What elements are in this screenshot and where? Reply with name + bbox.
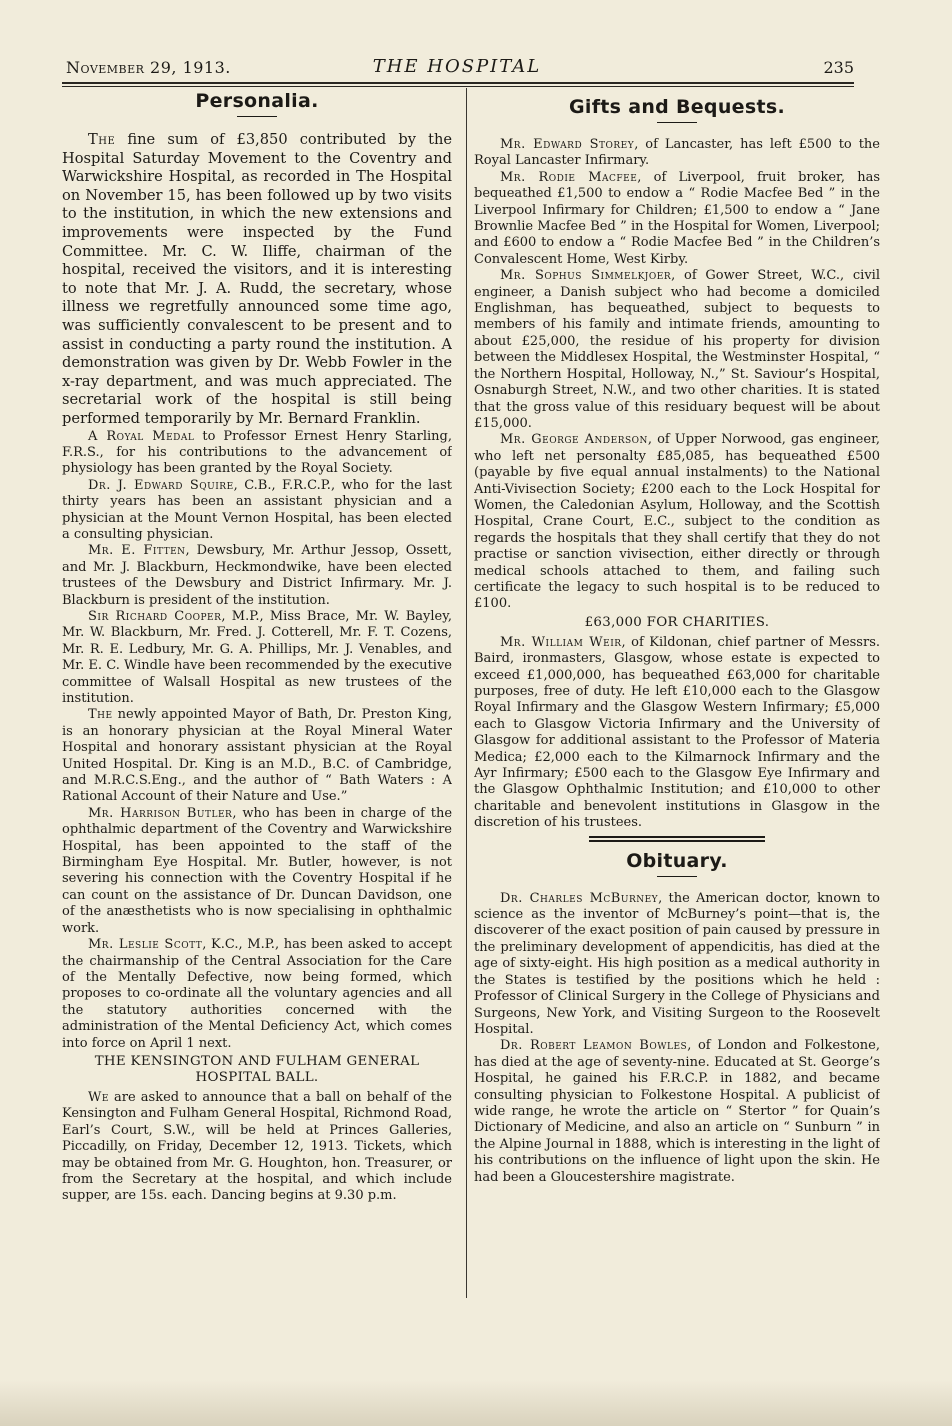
paragraph-text: are asked to announce that a ball on behalf of the Kensington and Fulham General Hospital, Richmond Road, Earl’s Court, S.W., will be held at Princes Galleries, Piccadilly, on Friday, December 12, 1913. Tickets, which may be obtained from Mr. G. Houghton, hon. Treasurer, or from the Secretary at the hospital, and which include supper, are 15s. each. Dancing begins at 9.30 p.m. — [62, 1089, 452, 1204]
right-column — [474, 96, 880, 1306]
paragraph-macfee — [474, 170, 880, 268]
header-title: THE HOSPITAL — [372, 56, 542, 77]
paragraph-fitten — [62, 543, 452, 609]
paragraph-royal-medal — [62, 429, 452, 478]
paragraph-simmelkjoer — [474, 268, 880, 432]
paragraph-initial: A Royal Medal — [88, 428, 195, 444]
paragraph-initial: Mr. Harrison Butler — [88, 805, 233, 821]
heading-rule — [237, 116, 277, 117]
column-divider — [466, 88, 467, 1298]
paragraph-mayor-bath — [62, 707, 452, 805]
paragraph-initial: Mr. Edward Storey — [500, 137, 635, 152]
paragraph-text: , Dewsbury, Mr. Arthur Jessop, Ossett, and Mr. J. Blackburn, Heckmondwike, have been elected trustees of the Dewsbury and District Infirmary. Mr. J. Blackburn is president of the institution. — [62, 543, 452, 608]
left-column — [62, 90, 452, 1305]
paragraph-text: , of Lancaster, has left £500 to the Royal Lancaster Infirmary. — [474, 137, 880, 169]
paragraph-initial: Mr. Rodie Macfee — [500, 169, 638, 185]
paragraph-initial: Mr. George Anderson — [500, 432, 648, 448]
paragraph-text: , who has been in charge of the ophthalmic department of the Coventry and Warwickshire Hospital, has been appointed to the staff of the Birmingham Eye Hospital. Mr. Butler, however, is not severing his connection with the Coventry Hospital if he can count on the assistance of Dr. Duncan Davidson, one of the anæsthetists who is now specialising in ophthalmic work. — [62, 805, 452, 936]
paragraph-scott — [62, 937, 452, 1052]
paragraph-anderson — [474, 432, 880, 612]
paragraph-cooper — [62, 609, 452, 707]
header-page-number: 235 — [823, 58, 854, 77]
page-header — [62, 56, 852, 80]
lead-paragraph — [62, 131, 452, 429]
paragraph-text: fine sum of £3,850 contributed by the Hospital Saturday Movement to the Coventry and Warwickshire Hospital, as recorded in The Hospital on November 15, has been followed up by two visits to the institution, in which the new extensions and improvements were inspected by the Fund Committee. Mr. C. W. Iliffe, chairman of the hospital, received the visitors, and it is interesting to note that Mr. J. A. Rudd, the secretary, whose illness we regretfully announced some time ago, was sufficiently convalescent to be present and to assist in conducting a party round the institution. A demonstration was given by Dr. Webb Fowler in the x-ray department, and was much appreciated. The secretarial work of the hospital is still being performed temporarily by Mr. Bernard Franklin. — [62, 131, 452, 427]
paragraph-text: newly appointed Mayor of Bath, Dr. Preston King, is an honorary physician at the Royal Mineral Water Hospital and honorary assistant physician at the Royal United Hospital. Dr. King is an M.D., B.C. of Cambridge, and M.R.C.S.Eng., and the author of “ Bath Waters : A Rational Account of their Nature and Use.” — [62, 707, 452, 805]
paragraph-initial: The — [88, 131, 116, 148]
paragraph-initial: Mr. Leslie Scott — [88, 937, 203, 953]
paragraph-initial: Mr. Sophus Simmelkjoer — [500, 268, 672, 284]
paragraph-storey — [474, 137, 880, 170]
paragraph-text: , K.C., M.P., has been asked to accept the chairmanship of the Central Association for the Care of the Mentally Defective, now being formed, which proposes to co-ordinate all the voluntary agencies and all the statutory authorities concerned with the administration of the Mental Deficiency Act, which comes into force on April 1 next. — [62, 937, 452, 1051]
paragraph-weir — [474, 635, 880, 832]
subheading-charities: £63,000 FOR CHARITIES. — [584, 614, 770, 630]
section-heading-personalia: Personalia. — [195, 90, 319, 112]
heading-rule — [657, 876, 697, 877]
paragraph-initial: Sir Richard Cooper — [88, 608, 222, 624]
obituary-rules — [589, 836, 765, 842]
paragraph-text: , of London and Folkestone, has died at the age of seventy-nine. Educated at St. George’s Hospital, he gained his F.R.C.P. in 1882, and became consulting physician to Folkestone Hospital. A publicist of wide range, he wrote the article on “ Stertor ” for Quain’s Dictionary of Medicine, and also an article on “ Sunburn ” in the Alpine Journal in 1888, which is interesting in the light of his contributions on the influence of light upon the skin. He had been a Gloucestershire magistrate. — [474, 1038, 880, 1185]
paragraph-text: , C.B., F.R.C.P., who for the last thirty years has been an assistant physician and a physician at the Mount Vernon Hospital, has been elected a consulting physician. — [62, 477, 452, 542]
paragraph-text: , the American doctor, known to science as the inventor of McBurney’s point—that is, the discoverer of the exact position of pain caused by pressure in the preliminary development of appendicitis, has died at the age of sixty-eight. His high position as a medical authority in the States is testified by the positions which he held : Professor of Clinical Surgery in the College of Physicians and Surgeons, New York, and Visiting Surgeon to the Roosevelt Hospital. — [474, 890, 880, 1037]
paragraph-initial: Dr. Robert Leamon Bowles — [500, 1038, 688, 1054]
paragraph-initial: The — [88, 707, 113, 723]
paragraph-text: , of Upper Norwood, gas engineer, who left net personalty £85,085, has bequeathed £500 (payable by five equal annual instalments) to the National Anti-Vivisection Society; £200 each to the Lock Hospital for Women, the Caledonian Asylum, Holloway, and the Scottish Hospital, Crane Court, E.C., subject to the condition as regards the hospitals that they shall certify that they do not practise or sanction vivisection, either directly or through medical schools attached to them, and failing such certificate the legacy to such hospital is to be reduced to £100. — [474, 432, 880, 612]
paragraph-initial: Mr. E. Fitten — [88, 543, 186, 559]
paragraph-butler — [62, 806, 452, 937]
paragraph-text: , M.P., Miss Brace, Mr. W. Bayley, Mr. W. Blackburn, Mr. Fred. J. Cotterell, Mr. F. T. Cozens, Mr. R. E. Ledbury, Mr. G. A. Phillips, Mr. J. Venables, and Mr. E. C. Windle have been recommended by the executive committee of Walsall Hospital as new trustees of the institution. — [62, 608, 452, 706]
header-date: November 29, 1913. — [66, 58, 231, 77]
header-rule-thin — [62, 86, 854, 87]
section-heading-obituary: Obituary. — [626, 849, 728, 872]
paragraph-text: , of Liverpool, fruit broker, has bequeathed £1,500 to endow a “ Rodie Macfee Bed ” in the Liverpool Infirmary for Children; £1,500 to endow a “ Jane Brownlie Macfee Bed ” in the Hospital for Women, Liverpool; and £600 to endow a “ Rodie Macfee Bed ” in the Children’s Convalescent Home, West Kirby. — [474, 169, 880, 267]
section-heading-gifts: Gifts and Bequests. — [569, 96, 785, 118]
paragraph-initial: We — [88, 1089, 109, 1105]
paragraph-initial: Dr. Charles McBurney — [500, 890, 659, 906]
paragraph-ball — [62, 1090, 452, 1205]
paragraph-squire — [62, 478, 452, 544]
paragraph-initial: Dr. J. Edward Squire — [88, 477, 234, 493]
subheading-ball: THE KENSINGTON AND FULHAM GENERAL HOSPITAL BALL. — [94, 1053, 420, 1085]
paragraph-bowles — [474, 1038, 880, 1186]
paragraph-mcburney — [474, 891, 880, 1039]
header-rule — [62, 82, 854, 84]
paragraph-initial: Mr. William Weir — [500, 634, 622, 650]
paragraph-text: , of Kildonan, chief partner of Messrs. Baird, ironmasters, Glasgow, whose estate is expected to exceed £1,000,000, has bequeathed £63,000 for charitable purposes, free of duty. He left £10,000 each to the Glasgow Royal Infirmary and the Glasgow Western Infirmary; £5,000 each to Glasgow Victoria Infirmary and the University of Glasgow for additional assistant to the Professor of Materia Medica; £2,000 each to the Kilmarnock Infirmary and the Ayr Infirmary; £500 each to the Glasgow Eye Infirmary and the Glasgow Ophthalmic Institution; and £10,000 to other charitable and benevolent institutions in Glasgow in the discretion of his trustees. — [474, 634, 880, 831]
heading-rule — [657, 122, 697, 123]
page-bottom-shade — [0, 1380, 952, 1426]
paragraph-text: , of Gower Street, W.C., civil engineer, a Danish subject who had become a domiciled Englishman, has bequeathed, subject to bequests to members of his family and intimate friends, amounting to about £25,000, the residue of his property for division between the Middlesex Hospital, the Westminster Hospital, “ the Northern Hospital, Holloway, N.,” St. Saviour’s Hospital, Osnaburgh Street, N.W., and two other charities. It is stated that the gross value of this residuary bequest will be about £15,000. — [474, 268, 880, 431]
paragraph-text: to Professor Ernest Henry Starling, F.R.S., for his contributions to the advancement of physiology has been granted by the Royal Society. — [62, 428, 452, 477]
